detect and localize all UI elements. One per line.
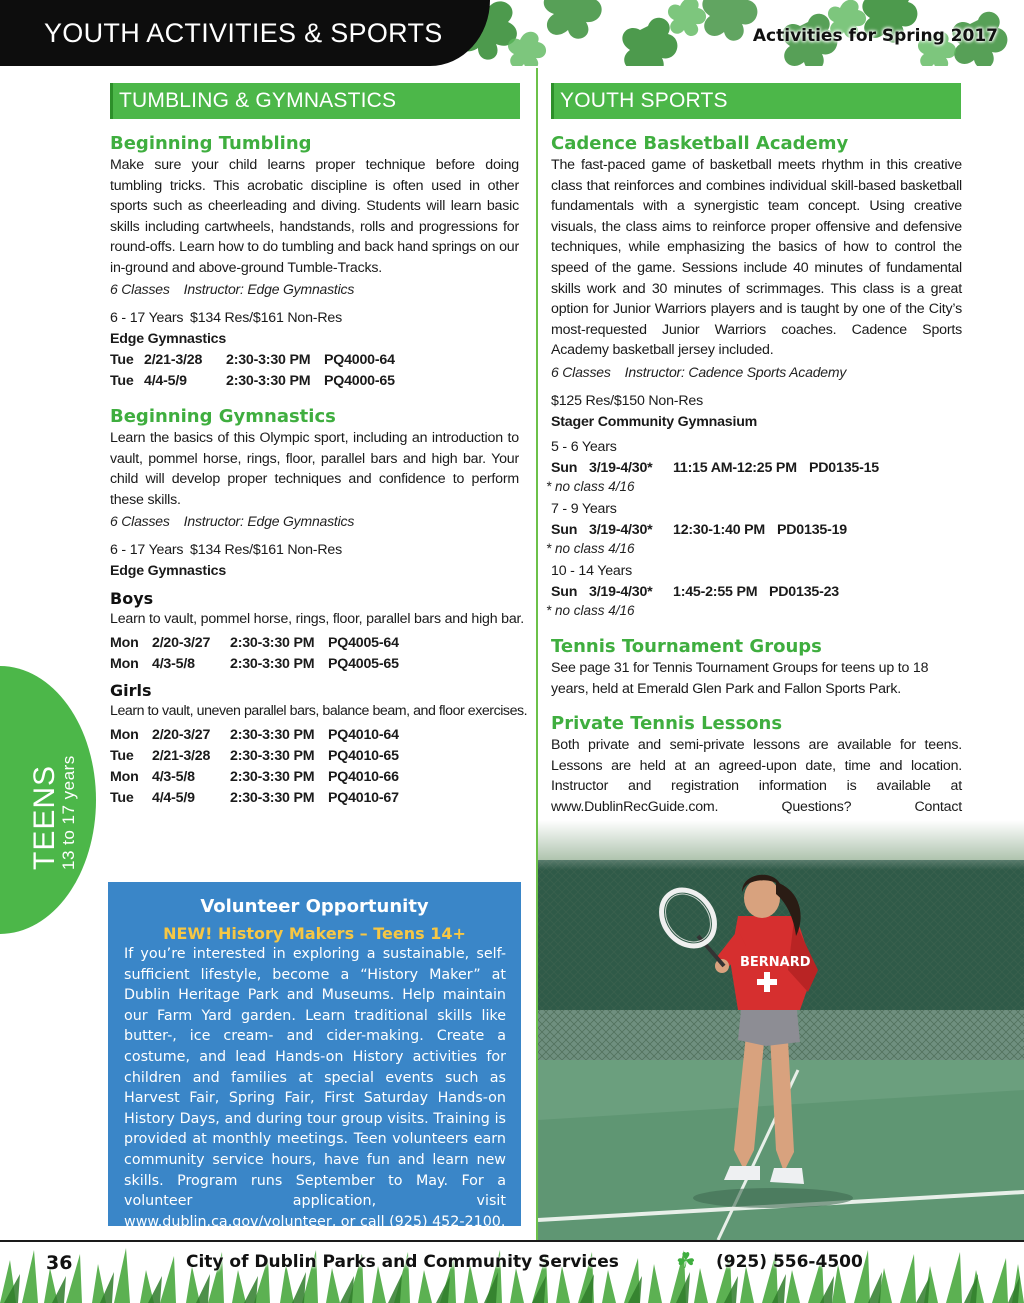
page-number: 36 xyxy=(46,1252,73,1274)
basketball-desc: The fast-paced game of basketball meets rhythm in this creative class that reinforces and combines individual skill-based basketball fundamentals with a synergistic team concept. Using creative visuals, the class aims to reinforce proper offensive and defensive techniques, while emphasizing the basics of how to control the speed of the game. Sessions include 40 minutes of fundamental skills work and 30 minutes of scrimmages. This class is a great option for Junior Warriors players and is taught by one of the City’s most-requested Junior Warriors coaches. Cadence Sports Academy basketball jersey included. xyxy=(551,157,962,359)
teens-ages: 13 to 17 years xyxy=(59,755,78,870)
beginning-gymnastics-meta xyxy=(110,513,354,529)
session-row xyxy=(551,460,879,476)
session-time: 2:30-3:30 PM xyxy=(226,373,311,389)
session-code: PQ4000-65 xyxy=(324,373,395,389)
volunteer-text: If you’re interested in exploring a sustainable, self-sufficient lifestyle, become a “History Maker” at Dublin Heritage Park and Museums. Help maintain our Farm Yard garden. Learn traditional skills like butter-, ice cream- and cider-making. Create a costume, and lead Hands-on History activities for children and families at special events such as Harvest Fair, Spring Fair, First Saturday Hands-on History Days, and during tour group visits. Training is provided at monthly meetings. Teen volunteers earn community service hours, have fun and learn new skills. Program runs September to May. For a volunteer application, visit www.dublin.ca.gov/volunteer, or call (925) 452-2100. xyxy=(124,946,506,1230)
page-footer xyxy=(0,1240,1024,1303)
session-dates: 4/3-5/8 xyxy=(152,656,195,672)
session-row xyxy=(110,790,399,806)
session-day: Tue xyxy=(110,373,134,389)
tennis-groups-desc: See page 31 for Tennis Tournament Groups for teens up to 18 years, held at Emerald Glen Park and Fallon Sports Park. xyxy=(551,660,929,697)
session-row xyxy=(110,769,399,785)
classes-count: 6 Classes xyxy=(551,364,611,380)
session-time: 2:30-3:30 PM xyxy=(230,727,315,743)
session-note: * no class 4/16 xyxy=(546,603,635,618)
ages: 6 - 17 Years xyxy=(110,310,184,326)
session-row xyxy=(110,352,395,368)
session-code: PQ4005-65 xyxy=(328,656,399,672)
volunteer-box xyxy=(108,882,521,1230)
session-dates: 2/21-3/28 xyxy=(152,748,211,764)
session-row xyxy=(110,656,399,672)
private-tennis-desc: Both private and semi-private lessons are available for teens. Lessons are held at an agreed-upon date, time and location. Instructor and registration information is available at www.DublinRecGuide.com. Questions? Contact xyxy=(551,737,962,815)
session-time: 2:30-3:30 PM xyxy=(230,790,315,806)
session-dates: 2/20-3/27 xyxy=(152,635,211,651)
basketball-location: Stager Community Gymnasium xyxy=(551,414,758,430)
session-code: PQ4010-67 xyxy=(328,790,399,806)
boys-desc: Learn to vault, pommel horse, rings, floor, parallel bars and high bar. xyxy=(110,611,525,627)
photo-jersey-text: BERNARD xyxy=(740,955,811,970)
session-note: * no class 4/16 xyxy=(546,541,635,556)
session-dates: 4/3-5/8 xyxy=(152,769,195,785)
session-time: 11:15 AM-12:25 PM xyxy=(673,460,797,476)
beginning-tumbling-ages-fee xyxy=(110,310,342,326)
session-day: Mon xyxy=(110,769,139,785)
basketball-fee: $125 Res/$150 Non-Res xyxy=(551,393,703,409)
instructor: Instructor: Edge Gymnastics xyxy=(183,513,355,529)
session-time: 2:30-3:30 PM xyxy=(230,656,315,672)
footer-organization: City of Dublin Parks and Community Services xyxy=(186,1252,619,1272)
beginning-gymnastics-ages-fee xyxy=(110,542,342,558)
session-time: 2:30-3:30 PM xyxy=(230,769,315,785)
session-row xyxy=(110,635,399,651)
session-code: PQ4010-66 xyxy=(328,769,399,785)
basketball-title: Cadence Basketball Academy xyxy=(551,133,849,154)
header-title: YOUTH ACTIVITIES & SPORTS xyxy=(44,18,443,48)
instructor: Instructor: Cadence Sports Academy xyxy=(624,364,847,380)
basketball-meta xyxy=(551,364,846,380)
session-time: 2:30-3:30 PM xyxy=(230,748,315,764)
fee: $134 Res/$161 Non-Res xyxy=(190,310,342,326)
footer-phone: (925) 556-4500 xyxy=(716,1252,863,1272)
session-day: Tue xyxy=(110,790,134,806)
session-dates: 3/19-4/30* xyxy=(589,460,653,476)
session-day: Mon xyxy=(110,727,139,743)
session-day: Sun xyxy=(551,522,578,538)
session-time: 2:30-3:30 PM xyxy=(230,635,315,651)
classes-count: 6 Classes xyxy=(110,513,170,529)
session-dates: 4/4-5/9 xyxy=(152,790,195,806)
volunteer-subtitle: NEW! History Makers – Teens 14+ xyxy=(163,924,466,943)
session-code: PQ4005-64 xyxy=(328,635,399,651)
beginning-tumbling-meta xyxy=(110,281,354,297)
session-day: Tue xyxy=(110,352,134,368)
section-title-youth-sports: YOUTH SPORTS xyxy=(551,83,961,119)
section-title-tumbling: TUMBLING & GYMNASTICS xyxy=(110,83,520,119)
teens-label: TEENS xyxy=(28,764,61,870)
beginning-tumbling-title: Beginning Tumbling xyxy=(110,133,312,154)
classes-count: 6 Classes xyxy=(110,281,170,297)
shamrock-icon: ☘ xyxy=(676,1248,696,1273)
session-code: PD0135-19 xyxy=(777,522,847,538)
age-group: 7 - 9 Years xyxy=(551,501,617,517)
session-row xyxy=(551,522,847,538)
session-dates: 2/20-3/27 xyxy=(152,727,211,743)
session-dates: 4/4-5/9 xyxy=(144,373,187,389)
tennis-groups-title: Tennis Tournament Groups xyxy=(551,636,822,657)
teens-tab-label xyxy=(30,755,78,870)
fee: $134 Res/$161 Non-Res xyxy=(190,542,342,558)
boys-title: Boys xyxy=(110,589,154,608)
session-row xyxy=(551,584,839,600)
session-note: * no class 4/16 xyxy=(546,479,635,494)
page-header xyxy=(0,0,1024,66)
girls-title: Girls xyxy=(110,681,152,700)
tennis-player-photo xyxy=(538,820,1024,1240)
age-group: 10 - 14 Years xyxy=(551,563,633,579)
private-tennis-title: Private Tennis Lessons xyxy=(551,713,783,734)
age-group: 5 - 6 Years xyxy=(551,439,617,455)
footer-rule xyxy=(0,1240,1024,1242)
girls-desc: Learn to vault, uneven parallel bars, balance beam, and floor exercises. xyxy=(110,703,528,719)
instructor: Instructor: Edge Gymnastics xyxy=(183,281,355,297)
session-dates: 3/19-4/30* xyxy=(589,584,653,600)
session-time: 2:30-3:30 PM xyxy=(226,352,311,368)
session-day: Sun xyxy=(551,460,578,476)
beginning-tumbling-location: Edge Gymnastics xyxy=(110,331,227,347)
beginning-gymnastics-title: Beginning Gymnastics xyxy=(110,406,336,427)
session-day: Tue xyxy=(110,748,134,764)
session-code: PD0135-23 xyxy=(769,584,839,600)
session-dates: 3/19-4/30* xyxy=(589,522,653,538)
header-season: Activities for Spring 2017 xyxy=(752,26,998,46)
session-row xyxy=(110,727,399,743)
ages: 6 - 17 Years xyxy=(110,542,184,558)
session-time: 12:30-1:40 PM xyxy=(673,522,766,538)
session-row xyxy=(110,373,395,389)
session-row xyxy=(110,748,399,764)
session-code: PQ4010-64 xyxy=(328,727,399,743)
beginning-gymnastics-desc: Learn the basics of this Olympic sport, including an introduction to vault, pommel horse, rings, floor, parallel bars and high bar. Your child will develop proper techniques and confidence to perform these skills. xyxy=(110,430,519,508)
session-time: 1:45-2:55 PM xyxy=(673,584,758,600)
volunteer-title: Volunteer Opportunity xyxy=(200,896,429,917)
session-day: Mon xyxy=(110,635,139,651)
session-day: Mon xyxy=(110,656,139,672)
session-dates: 2/21-3/28 xyxy=(144,352,203,368)
beginning-tumbling-desc: Make sure your child learns proper technique before doing tumbling tricks. This acrobatic discipline is often used in other sports such as cheerleading and diving. Students will learn basic skills including cartwheels, handstands, rolls and progressions for round-offs. Learn how to do tumbling and back hand springs on our in-ground and above-ground Tumble-Tracks. xyxy=(110,157,519,276)
session-day: Sun xyxy=(551,584,578,600)
session-code: PQ4010-65 xyxy=(328,748,399,764)
session-code: PQ4000-64 xyxy=(324,352,395,368)
beginning-gymnastics-location: Edge Gymnastics xyxy=(110,563,227,579)
session-code: PD0135-15 xyxy=(809,460,879,476)
